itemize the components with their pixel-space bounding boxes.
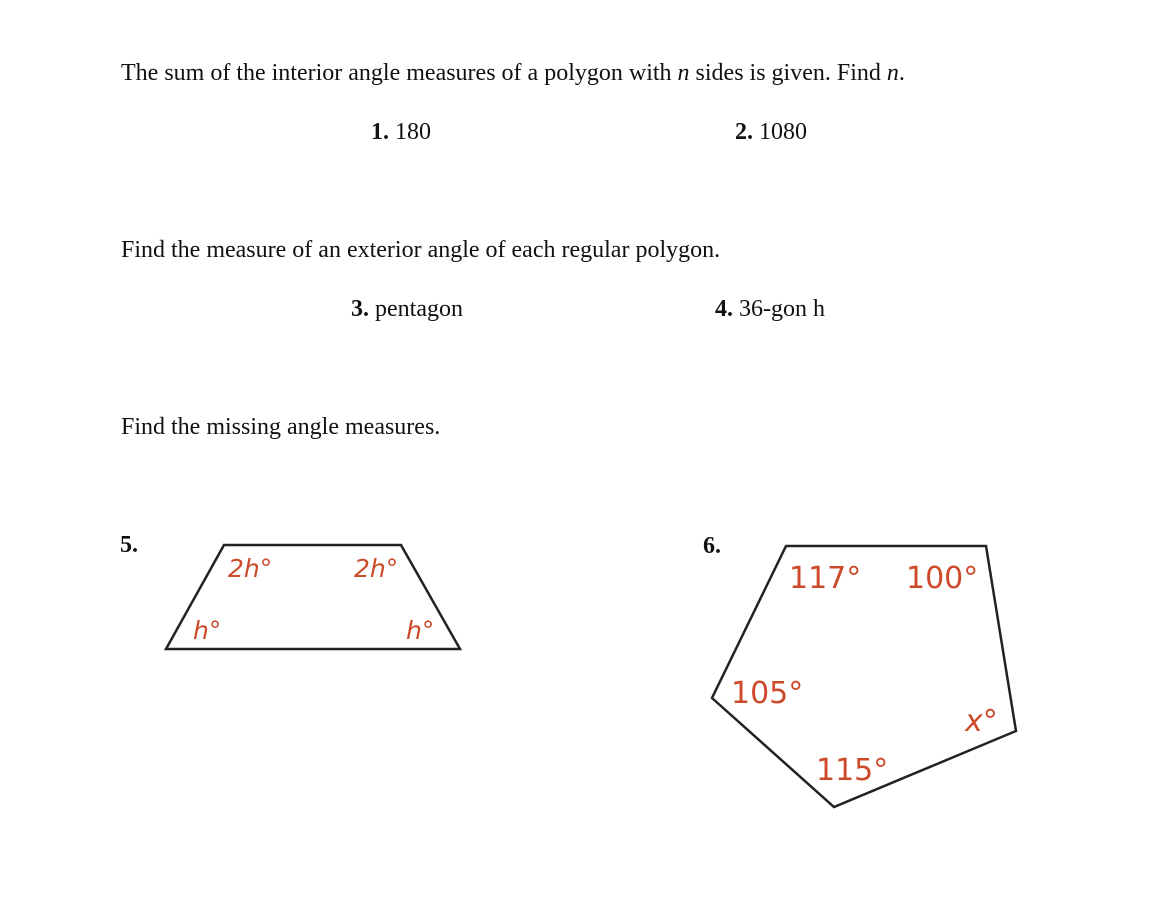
instruction-text-b: sides is given. Find xyxy=(689,60,887,86)
label-angle-115: 115° xyxy=(816,753,889,788)
problem-number: 4. xyxy=(715,296,733,322)
label-top-left-angle: 2h° xyxy=(228,554,273,583)
variable-n-2: n xyxy=(886,60,899,86)
problem-number: 2. xyxy=(735,119,753,145)
variable-n: n xyxy=(677,60,690,86)
label-angle-117: 117° xyxy=(789,561,862,596)
instruction-text-end: . xyxy=(898,60,905,86)
label-bottom-right-angle: h° xyxy=(406,616,435,645)
problem-value: pentagon xyxy=(375,296,463,322)
problem-value: 36-gon h xyxy=(739,296,825,322)
problem-value: 180 xyxy=(395,119,431,145)
problem-value: 1080 xyxy=(759,119,807,145)
label-angle-x: x° xyxy=(965,704,998,739)
instruction-missing-angles: Find the missing angle measures. xyxy=(121,414,441,440)
figure-5-number: 5. xyxy=(120,532,138,558)
label-top-right-angle: 2h° xyxy=(354,554,399,583)
problem-number: 1. xyxy=(371,119,389,145)
instruction-text-a: The sum of the interior angle measures of a polygon with xyxy=(121,60,678,86)
label-angle-105: 105° xyxy=(731,676,804,711)
instruction-exterior-angle: Find the measure of an exterior angle of each regular polygon. xyxy=(121,237,721,263)
label-bottom-left-angle: h° xyxy=(193,616,222,645)
figure-6-number: 6. xyxy=(703,533,721,559)
label-angle-100: 100° xyxy=(906,561,979,596)
problem-number: 3. xyxy=(351,296,369,322)
